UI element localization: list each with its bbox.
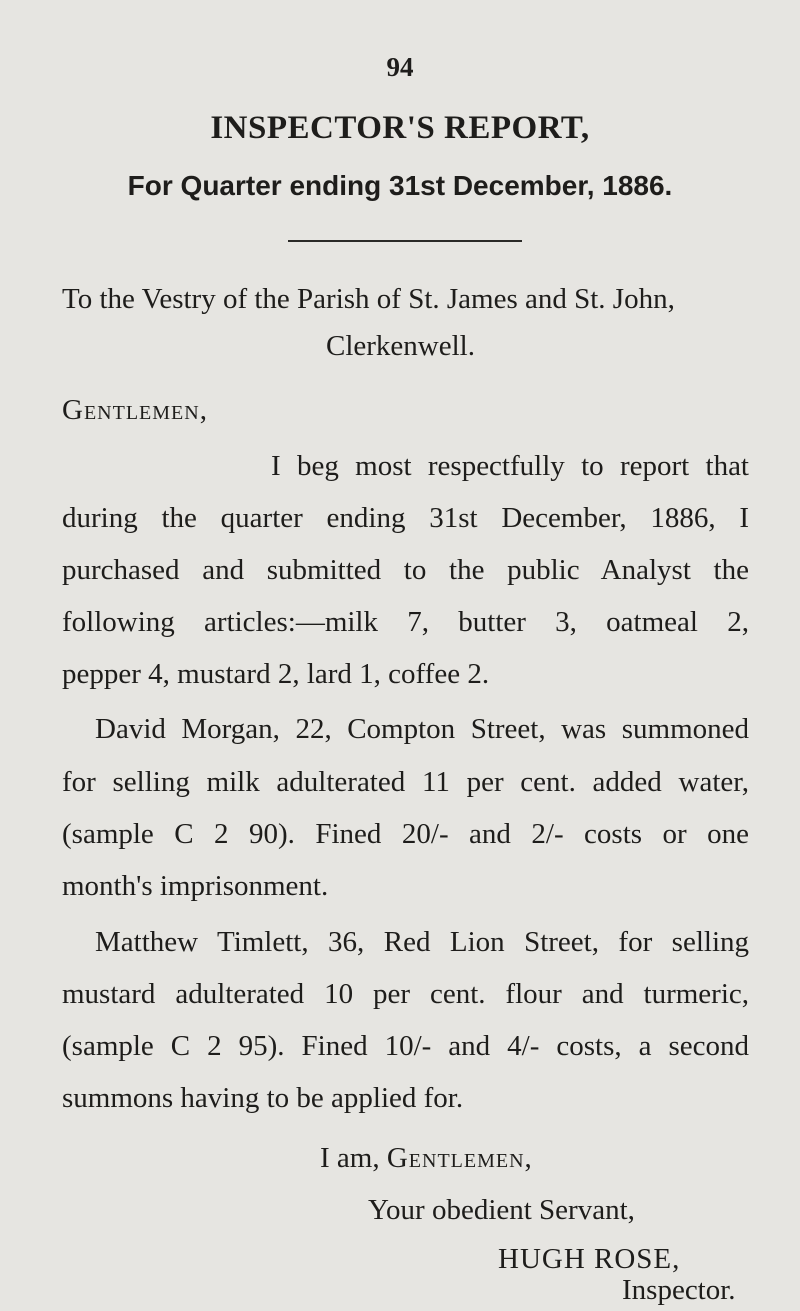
paragraph-3-line: summons having to be applied for. [62,1082,464,1114]
paragraph-1-line: during the quarter ending 31st December, 1886, I [62,502,749,534]
paragraph-2-line: for selling milk adulterated 11 per cent. added water, [62,766,749,798]
paragraph-3-line: Matthew Timlett, 36, Red Lion Street, for selling [95,926,749,958]
paragraph-1-line: following articles:—milk 7, butter 3, oatmeal 2, [62,606,749,638]
report-title: INSPECTOR'S REPORT, [210,110,590,146]
report-subtitle: For Quarter ending 31st December, 1886. [127,170,673,201]
paragraph-3-line: mustard adulterated 10 per cent. flour and turmeric, [62,978,749,1010]
paragraph-1-line: I beg most respectfully to report that [271,450,749,482]
paragraph-2-line: David Morgan, 22, Compton Street, was summoned [95,713,749,745]
closing-gentlemen: Gentlemen, [386,1142,533,1174]
signatory-name: HUGH ROSE, [498,1243,681,1275]
salutation: Gentlemen, [62,394,208,426]
paragraph-2-line: (sample C 2 90). Fined 20/- and 2/- costs or one [62,818,749,850]
page-number: 94 [386,52,414,82]
paragraph-3-line: (sample C 2 95). Fined 10/- and 4/- costs, a second [62,1030,749,1062]
signatory-role: Inspector. [622,1274,736,1306]
paragraph-1-line: pepper 4, mustard 2, lard 1, coffee 2. [62,658,490,690]
address-line-2: Clerkenwell. [326,330,475,362]
paragraph-1-line: purchased and submitted to the public Analyst the [62,554,749,586]
closing-prefix: I am, [320,1142,380,1174]
closing-line-2: Your obedient Servant, [368,1194,635,1226]
address-line-1: To the Vestry of the Parish of St. James and St. John, [62,283,675,315]
closing-line-1 [320,1130,533,1187]
title-divider [288,240,522,242]
paragraph-2-line: month's imprisonment. [62,870,329,902]
